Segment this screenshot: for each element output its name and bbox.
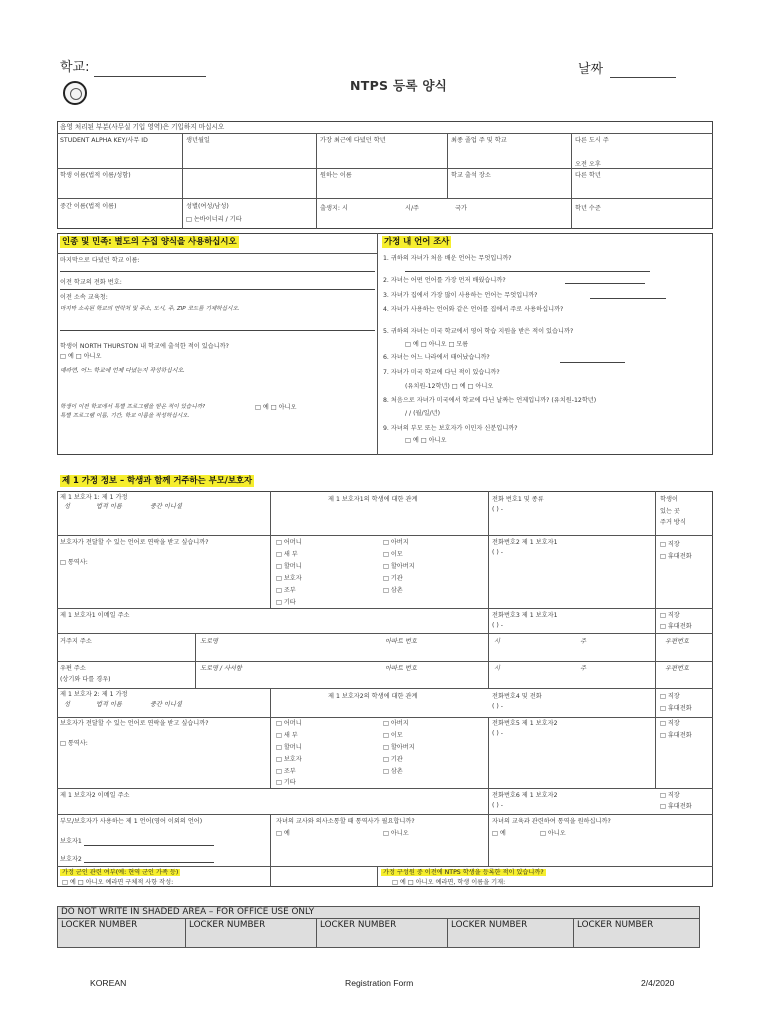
attended-nt-detail: 예라면, 어느 학교에 언제 다녔는지 작성하십시오. bbox=[60, 368, 185, 374]
phone3-mobile[interactable]: □ 휴대전화 bbox=[660, 623, 692, 630]
interpreter-no[interactable]: □ 아니오 bbox=[383, 830, 409, 837]
residence-address-label: 거주지 주소 bbox=[60, 638, 92, 645]
g2-relation-stepparent[interactable]: □ 새 부 bbox=[276, 732, 298, 739]
guardian2-language-label: 보호자2 bbox=[60, 856, 82, 863]
ntps-sibling-question: 가정 구성원 중 이전에 NTPS 학생을 등록한 적이 있습니까? bbox=[383, 869, 544, 876]
relation-grandfather[interactable]: □ 할아버지 bbox=[383, 563, 415, 570]
g2-relation-agency[interactable]: □ 기관 bbox=[383, 756, 403, 763]
ntps-sibling-options[interactable]: □ 예 □ 아니오 예라면, 학생 이름을 기재: bbox=[392, 879, 506, 886]
phone-note-2: 있는 곳 bbox=[660, 508, 680, 515]
relation-uncle[interactable]: □ 삼촌 bbox=[383, 587, 403, 594]
form-title: NTPS 등록 양식 bbox=[350, 78, 448, 93]
guardian-language-question: 부모/보호자가 사용하는 제 1 언어(영어 이외의 언어) bbox=[60, 818, 203, 825]
family-heading: 제 1 가정 정보 – 학생과 함께 거주하는 부모/보호자 bbox=[62, 475, 253, 485]
guardian1-relation-label: 제 1 보호자1의 학생에 대한 관계 bbox=[328, 496, 418, 503]
interpreter-checkbox[interactable]: □ 통역사: bbox=[60, 559, 88, 566]
phone5-mobile[interactable]: □ 휴대전화 bbox=[660, 732, 692, 739]
birthplace-country-label: 국가 bbox=[455, 205, 467, 212]
mailing-address-note: (상기와 다를 경우) bbox=[60, 676, 111, 683]
translation-yes[interactable]: □ 예 bbox=[492, 830, 506, 837]
guardian1-email-label: 제 1 보호자1 이메일 주소 bbox=[60, 612, 130, 619]
phone1-label: 전화 번호1 및 종류 bbox=[492, 496, 544, 503]
relation-mother[interactable]: □ 어머니 bbox=[276, 539, 302, 546]
translation-question: 자녀의 교육과 관련하여 통역을 원하십니까? bbox=[492, 818, 611, 825]
birthplace-city-label: 출생지: 시 bbox=[320, 205, 348, 212]
phone6-mobile[interactable]: □ 휴대전화 bbox=[660, 803, 692, 810]
last-school-name-label: 마지막으로 다녔던 학교 이름: bbox=[60, 257, 140, 264]
relation-stepparent[interactable]: □ 새 부 bbox=[276, 551, 298, 558]
phone4-work[interactable]: □ 직장 bbox=[660, 693, 680, 700]
previous-district-label: 이전 소속 교육청: bbox=[60, 294, 108, 301]
language-q7: 7. 자녀가 미국 학교에 다닌 적이 있습니까? bbox=[383, 369, 500, 376]
guardian2-language-note: 보호자가 전달할 수 있는 언어로 연락을 받고 싶습니까? bbox=[60, 720, 209, 727]
guardian1-middle-initial: 중간 이니셜 bbox=[150, 503, 182, 510]
language-q9: 9. 자녀의 부모 또는 보호자가 이민자 신분입니까? bbox=[383, 425, 518, 432]
phone3-work[interactable]: □ 직장 bbox=[660, 612, 680, 619]
phone5-label: 전화번호5 제 1 보호자2 bbox=[492, 720, 558, 727]
residence-street-label: 도로명 bbox=[200, 638, 218, 645]
guardian2-middle-initial: 중간 이니셜 bbox=[150, 701, 182, 708]
phone6-work[interactable]: □ 직장 bbox=[660, 792, 680, 799]
mailing-apt-label: 아파트 번호 bbox=[385, 665, 417, 672]
attended-nt-options[interactable]: □ 예 □ 아니오 bbox=[60, 353, 102, 360]
mailing-street-label: 도로명 / 사서함 bbox=[200, 665, 242, 672]
locker-number-2: LOCKER NUMBER bbox=[189, 920, 266, 930]
district-seal-logo bbox=[63, 81, 87, 105]
phone4-mobile[interactable]: □ 휴대전화 bbox=[660, 705, 692, 712]
footer-form-name: Registration Form bbox=[345, 978, 414, 988]
attended-nt-question: 학생이 NORTH THURSTON 내 학교에 출석한 적이 있습니까? bbox=[60, 343, 229, 350]
last-school-label: 최종 졸업 주 및 학교 bbox=[451, 137, 507, 144]
language-q2: 2. 자녀는 어떤 언어를 가장 먼저 배웠습니까? bbox=[383, 277, 506, 284]
phone2-label: 전화번호2 제 1 보호자1 bbox=[492, 539, 558, 546]
phone-note-3: 주거 방식 bbox=[660, 519, 686, 526]
date-input-line[interactable] bbox=[610, 77, 676, 78]
locker-number-4: LOCKER NUMBER bbox=[451, 920, 528, 930]
residence-city-label: 시 bbox=[494, 638, 500, 645]
phone6-blank[interactable]: ( ) - bbox=[492, 802, 503, 809]
language-q5: 5. 귀하의 자녀는 미국 학교에서 영어 학습 지원을 받은 적이 있습니까? bbox=[383, 328, 574, 335]
ethnicity-heading: 인종 및 민족: 별도의 수집 양식을 사용하십시오 bbox=[62, 236, 237, 246]
office-use-notice: DO NOT WRITE IN SHADED AREA – FOR OFFICE USE ONLY bbox=[61, 907, 315, 917]
relation-guardian[interactable]: □ 보호자 bbox=[276, 575, 302, 582]
other-city-label: 다른 도시 주 bbox=[575, 137, 609, 144]
phone-note-1: 학생이 bbox=[660, 496, 678, 503]
relation-aunt[interactable]: □ 이모 bbox=[383, 551, 403, 558]
relation-agency[interactable]: □ 기관 bbox=[383, 575, 403, 582]
guardian1-last-name: 성 bbox=[64, 503, 70, 510]
g2-relation-mother[interactable]: □ 어머니 bbox=[276, 720, 302, 727]
guardian-language-note: 보호자가 전달할 수 있는 언어로 연락을 받고 싶습니까? bbox=[60, 539, 209, 546]
residence-state-label: 주 bbox=[580, 638, 586, 645]
relation-grandmother[interactable]: □ 할머니 bbox=[276, 563, 302, 570]
g2-relation-grandfather-a[interactable]: □ 조부 bbox=[276, 768, 296, 775]
residence-zip-label: 우편번호 bbox=[665, 638, 689, 645]
g2-relation-other[interactable]: □ 기타 bbox=[276, 779, 296, 786]
language-q8: 8. 처음으로 자녀가 미국에서 학교에 다닌 날짜는 언제입니까? (유치원-12학년) bbox=[383, 397, 597, 404]
guardian2-relation-label: 제 1 보호자2의 학생에 대한 관계 bbox=[328, 693, 418, 700]
special-program-detail: 특별 프로그램 이름, 기간, 학교 이름을 작성하십시오. bbox=[60, 413, 190, 419]
locker-number-5: LOCKER NUMBER bbox=[577, 920, 654, 930]
phone3-label: 전화번호3 제 1 보호자1 bbox=[492, 612, 558, 619]
mailing-address-label: 우편 주소 bbox=[60, 665, 86, 672]
g2-relation-uncle[interactable]: □ 삼촌 bbox=[383, 768, 403, 775]
office-instruction: 음영 처리된 부분(사무실 기입 영역)은 기입하지 마십시오 bbox=[60, 123, 225, 131]
guardian2-interpreter-checkbox[interactable]: □ 통역사: bbox=[60, 740, 88, 747]
school-input-line[interactable] bbox=[94, 76, 206, 77]
g2-relation-grandmother[interactable]: □ 할머니 bbox=[276, 744, 302, 751]
phone1-blank[interactable]: ( ) - bbox=[492, 506, 503, 513]
gender-label: 성별(여성/남성) bbox=[186, 203, 229, 210]
mailing-state-label: 주 bbox=[580, 665, 586, 672]
military-question: 가정 군인 관련 여부(예: 현역 군인 가족 등) bbox=[62, 869, 179, 876]
guardian2-email-label: 제 1 보호자2 이메일 주소 bbox=[60, 792, 130, 799]
attendance-location-label: 학교 출석 장소 bbox=[451, 172, 491, 179]
last-grade-label: 가장 최근에 다녔던 학년 bbox=[320, 137, 386, 144]
mailing-city-label: 시 bbox=[494, 665, 500, 672]
language-q8-date[interactable]: / / (월/일/년) bbox=[405, 410, 441, 417]
special-program-question: 학생이 이전 학교에서 특별 프로그램을 받은 적이 있습니까? bbox=[60, 404, 206, 410]
residence-apt-label: 아파트 번호 bbox=[385, 638, 417, 645]
footer-date: 2/4/2020 bbox=[641, 978, 675, 988]
phone2-mobile[interactable]: □ 휴대전화 bbox=[660, 553, 692, 560]
military-options[interactable]: □ 예 □ 아니오 예라면 구체적 사항 작성: bbox=[62, 879, 174, 886]
phone6-label: 전화번호6 제 1 보호자2 bbox=[492, 792, 558, 799]
date-label: 날짜 bbox=[578, 62, 604, 77]
language-q6: 6. 자녀는 어느 나라에서 태어났습니까? bbox=[383, 354, 490, 361]
guardian1-label: 제 1 보호자 1: 제 1 가정 bbox=[60, 494, 128, 501]
phone4-label: 전화번호4 및 전화 bbox=[492, 693, 542, 700]
guardian2-first-name: 법적 이름 bbox=[96, 701, 122, 708]
relation-other[interactable]: □ 기타 bbox=[276, 599, 296, 606]
previous-school-phone-label: 이전 학교의 전화 번호: bbox=[60, 279, 122, 286]
translation-no[interactable]: □ 아니오 bbox=[540, 830, 566, 837]
previous-school-address-note: 마지막 소속된 학교의 연락처 및 주소, 도시, 주, ZIP 코드를 기재하십시오. bbox=[60, 306, 240, 312]
footer-language: KOREAN bbox=[90, 978, 127, 988]
g2-relation-father[interactable]: □ 아버지 bbox=[383, 720, 409, 727]
phone5-blank[interactable]: ( ) - bbox=[492, 730, 503, 737]
special-program-options[interactable]: □ 예 □ 아니오 bbox=[255, 404, 297, 411]
grade-level-label: 학년 수준 bbox=[575, 205, 601, 212]
home-language-heading: 가정 내 언어 조사 bbox=[384, 236, 450, 246]
interpreter-yes[interactable]: □ 예 bbox=[276, 830, 290, 837]
guardian1-language-label: 보호자1 bbox=[60, 838, 82, 845]
middle-name-label: 중간 이름(법적 이름) bbox=[60, 203, 117, 210]
student-name-label: 학생 이름(법적 이름/성함) bbox=[60, 172, 131, 179]
guardian2-label: 제 1 보호자 2: 제 1 가정 bbox=[60, 691, 128, 698]
g2-relation-grandfather[interactable]: □ 할아버지 bbox=[383, 744, 415, 751]
birthplace-state-label: 시/주 bbox=[405, 205, 420, 212]
preferred-name-label: 원하는 이름 bbox=[320, 172, 352, 179]
language-q4: 4. 자녀가 사용하는 언어와 같은 언어를 집에서 주로 사용하십니까? bbox=[383, 306, 564, 313]
other-grade-label: 다른 학년 bbox=[575, 172, 601, 179]
guardian1-first-name: 법적 이름 bbox=[96, 503, 122, 510]
language-q3: 3. 자녀가 집에서 가장 많이 사용하는 언어는 무엇입니까? bbox=[383, 292, 538, 299]
phone3-blank[interactable]: ( ) - bbox=[492, 622, 503, 629]
phone2-blank[interactable]: ( ) - bbox=[492, 549, 503, 556]
nonbinary-checkbox[interactable]: □ 논바이너리 / 기타 bbox=[186, 216, 242, 223]
language-q9-options[interactable]: □ 예 □ 아니오 bbox=[405, 437, 447, 444]
g2-relation-guardian[interactable]: □ 보호자 bbox=[276, 756, 302, 763]
alpha-key-label: STUDENT ALPHA KEY/사무 ID bbox=[60, 137, 148, 144]
phone2-work[interactable]: □ 직장 bbox=[660, 541, 680, 548]
locker-number-3: LOCKER NUMBER bbox=[320, 920, 397, 930]
birthdate-label: 생년월일 bbox=[186, 137, 210, 144]
phone4-blank[interactable]: ( ) - bbox=[492, 703, 503, 710]
locker-number-1: LOCKER NUMBER bbox=[61, 920, 138, 930]
phone5-work[interactable]: □ 직장 bbox=[660, 720, 680, 727]
interpreter-question: 자녀의 교사와 의사소통할 때 통역사가 필요합니까? bbox=[276, 818, 415, 825]
relation-grandfather-a[interactable]: □ 조부 bbox=[276, 587, 296, 594]
school-label: 학교: bbox=[60, 60, 90, 75]
language-q7-options[interactable]: (유치원-12학년) □ 예 □ 아니오 bbox=[405, 383, 494, 390]
relation-father[interactable]: □ 아버지 bbox=[383, 539, 409, 546]
mailing-zip-label: 우편번호 bbox=[665, 665, 689, 672]
language-q1: 1. 귀하의 자녀가 처음 배운 언어는 무엇입니까? bbox=[383, 255, 512, 262]
language-q5-options[interactable]: □ 예 □ 아니오 □ 모름 bbox=[405, 341, 469, 348]
guardian2-last-name: 성 bbox=[64, 701, 70, 708]
g2-relation-aunt[interactable]: □ 이모 bbox=[383, 732, 403, 739]
am-pm-label: 오전 오후 bbox=[575, 161, 601, 168]
